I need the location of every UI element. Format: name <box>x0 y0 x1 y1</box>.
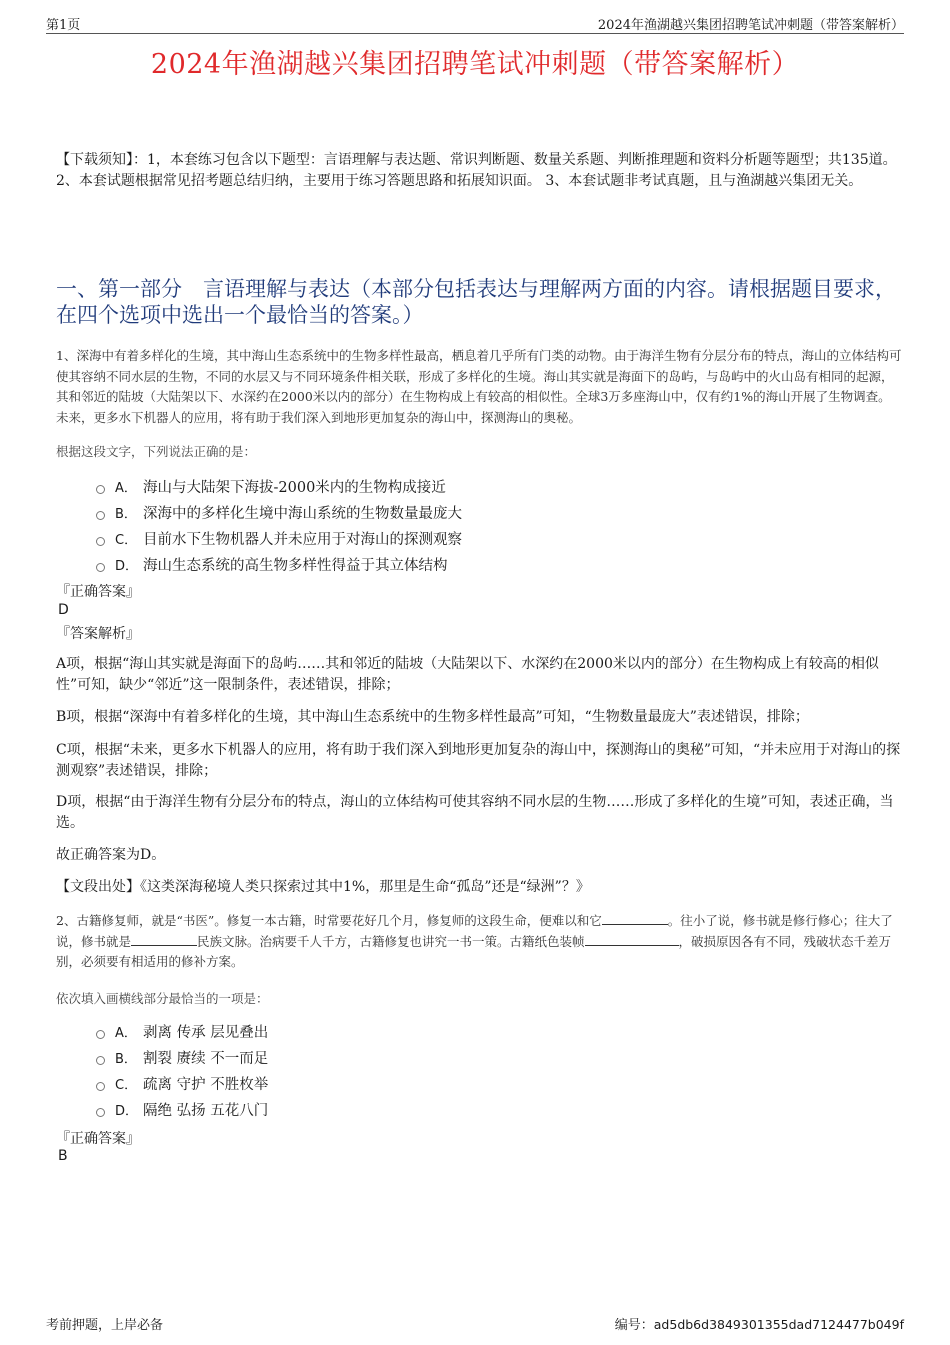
option-a[interactable]: A． 剥离 传承 层见叠出 <box>96 1018 268 1044</box>
answer-label: 『正确答案』 <box>56 584 140 600</box>
question-1-options <box>96 473 462 577</box>
footer-code: 编号：ad5db6d3849301355dad7124477b049f <box>614 1317 904 1333</box>
analysis-a: A项，根据“海山其实就是海面下的岛屿……其和邻近的陆坡（大陆架以下、水深约在2000米以内的部分）在生物构成上有较高的相似性”可知，缺少“邻近”这一限制条件，表述错误，排除； <box>56 656 879 693</box>
analysis-b: B项，根据“深海中有着多样化的生境，其中海山生态系统中的生物多样性最高”可知，“生物数量最庞大”表述错误，排除； <box>56 709 809 725</box>
option-a[interactable]: A． 海山与大陆架下海拔-2000米内的生物构成接近 <box>96 473 462 499</box>
option-text: 割裂 赓续 不一而足 <box>143 1050 269 1067</box>
answer-label: 『正确答案』 <box>56 1131 140 1147</box>
section-heading: 一、第一部分 言语理解与表达（本部分包括表达与理解两方面的内容。请根据题目要求，在四个选项中选出一个最恰当的答案。） <box>56 277 896 327</box>
header-doc-title: 2024年渔湖越兴集团招聘笔试冲刺题（带答案解析） <box>597 18 904 33</box>
radio-icon[interactable] <box>96 563 105 572</box>
fill-blank-2[interactable] <box>131 933 197 946</box>
footer-slogan: 考前押题，上岸必备 <box>46 1318 164 1333</box>
radio-icon[interactable] <box>96 1082 105 1091</box>
fill-blank-3[interactable] <box>585 933 679 946</box>
source-citation: 【文段出处】《这类深海秘境人类只探索过其中1%，那里是生命“孤岛”还是“绿洲”？》 <box>56 879 590 895</box>
question-2-text: 2、古籍修复师，就是“书医”。修复一本古籍，时常要花好几个月，修复师的这段生命，便难以和它 。往小了说，修书就是修行修心；往大了说，修书就是 民族文脉。治病要千人千方，古籍修复也讲究一书一策。古籍纸色装帧 ，破损原因各有不同，残破状态千差万别，必须要有相适用的修补方案。 <box>56 913 893 969</box>
option-text: 疏离 守护 不胜枚举 <box>143 1076 269 1093</box>
header-divider <box>46 33 904 34</box>
option-c[interactable]: C． 目前水下生物机器人并未应用于对海山的探测观察 <box>96 525 462 551</box>
radio-icon[interactable] <box>96 1108 105 1117</box>
radio-icon[interactable] <box>96 1030 105 1039</box>
option-c[interactable]: C． 疏离 守护 不胜枚举 <box>96 1070 268 1096</box>
option-text: 隔绝 弘扬 五花八门 <box>143 1102 269 1119</box>
answer-value: D <box>58 602 69 618</box>
option-text: 海山生态系统的高生物多样性得益于其立体结构 <box>143 557 448 574</box>
analysis-d: D项，根据“由于海洋生物有分层分布的特点，海山的立体结构可使其容纳不同水层的生物……形成了多样化的生境”可知，表述正确，当选。 <box>56 794 894 831</box>
page-number: 第1页 <box>46 18 81 33</box>
option-text: 海山与大陆架下海拔-2000米内的生物构成接近 <box>143 479 446 496</box>
option-d[interactable]: D． 海山生态系统的高生物多样性得益于其立体结构 <box>96 551 462 577</box>
download-notice: 【下载须知】：1，本套练习包含以下题型：言语理解与表达题、常识判断题、数量关系题、判断推理题和资料分析题等题型；共135道。 2、本套试题根据常见招考题总结归纳，主要用于练习答题思路和拓展知识面。 3、本套试题非考试真题，且与渔湖越兴集团无关。 <box>56 152 897 189</box>
analysis-label: 『答案解析』 <box>56 626 140 642</box>
option-b[interactable]: B． 割裂 赓续 不一而足 <box>96 1044 268 1070</box>
question-2-prompt: 依次填入画横线部分最恰当的一项是： <box>56 991 269 1006</box>
analysis-c: C项，根据“未来，更多水下机器人的应用，将有助于我们深入到地形更加复杂的海山中，探测海山的奥秘”可知，“并未应用于对海山的探测观察”表述错误，排除； <box>56 742 901 779</box>
fill-blank-1[interactable] <box>602 912 668 925</box>
question-1-prompt: 根据这段文字，下列说法正确的是： <box>56 444 257 459</box>
option-d[interactable]: D． 隔绝 弘扬 五花八门 <box>96 1096 268 1122</box>
page-title: 2024年渔湖越兴集团招聘笔试冲刺题（带答案解析） <box>150 49 800 80</box>
radio-icon[interactable] <box>96 1056 105 1065</box>
option-text: 目前水下生物机器人并未应用于对海山的探测观察 <box>143 531 462 548</box>
radio-icon[interactable] <box>96 485 105 494</box>
radio-icon[interactable] <box>96 537 105 546</box>
option-text: 剥离 传承 层见叠出 <box>143 1024 269 1041</box>
answer-value: B <box>58 1148 68 1164</box>
option-text: 深海中的多样化生境中海山系统的生物数量最庞大 <box>143 505 462 522</box>
option-b[interactable]: B． 深海中的多样化生境中海山系统的生物数量最庞大 <box>96 499 462 525</box>
radio-icon[interactable] <box>96 511 105 520</box>
question-2-options <box>96 1018 268 1122</box>
conclusion: 故正确答案为D。 <box>56 847 166 863</box>
question-1-text: 1、深海中有着多样化的生境，其中海山生态系统中的生物多样性最高，栖息着几乎所有门类的动物。由于海洋生物有分层分布的特点，海山的立体结构可使其容纳不同水层的生物，不同的水层又与不同环境条件相关联，形成了多样化的生境。海山其实就是海面下的岛屿，与岛屿中的火山岛有相同的起源，其和邻近的陆坡（大陆架以下、水深约在2000米以内的部分）在生物构成上有较高的相似性。全球3万多座海山中，仅有约1%的海山开展了生物调查。未来，更多水下机器人的应用，将有助于我们深入到地形更加复杂的海山中，探测海山的奥秘。 <box>56 348 902 425</box>
